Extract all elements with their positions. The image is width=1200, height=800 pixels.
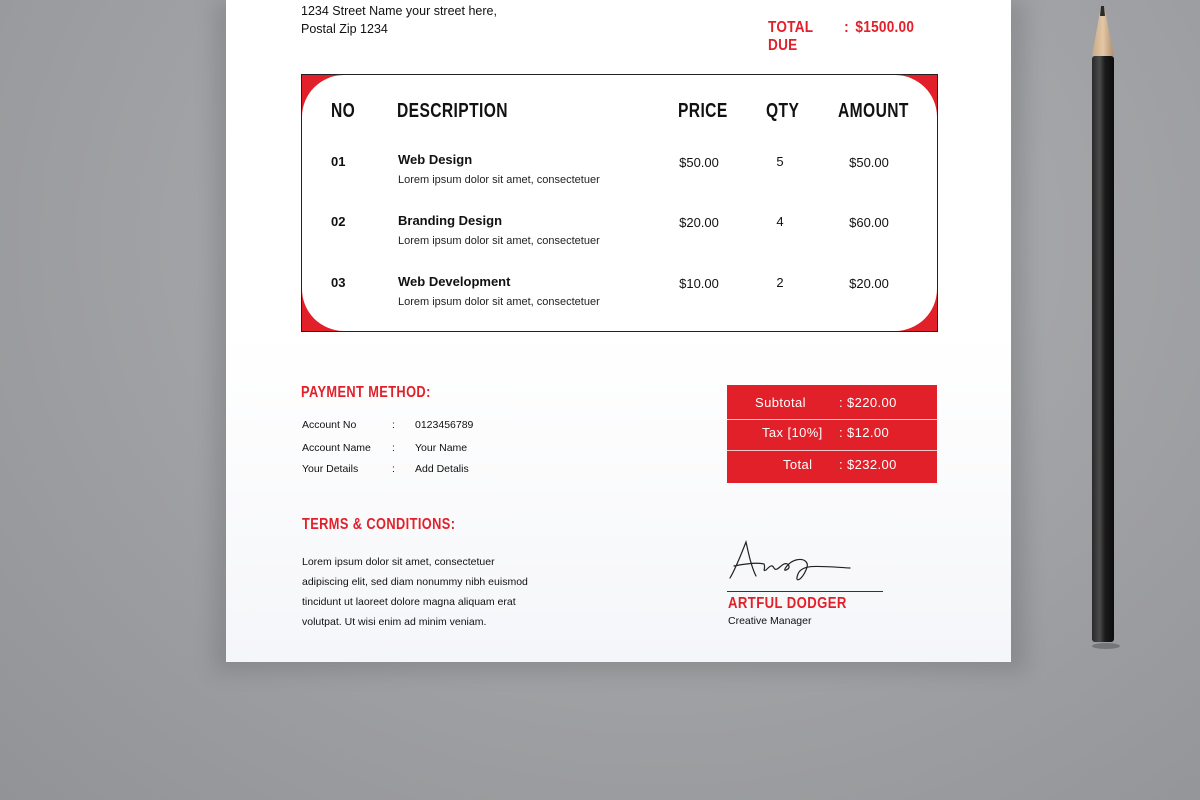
total-value: : $232.00	[839, 457, 897, 472]
payment-value: 0123456789	[415, 419, 474, 431]
header-qty: QTY	[766, 100, 800, 122]
terms-line: tincidunt ut laoreet dolore magna aliquam erat	[302, 596, 516, 608]
summary-tax	[727, 417, 937, 448]
header-no: NO	[331, 100, 356, 122]
total-label: Total	[783, 457, 813, 472]
signature-role: Creative Manager	[728, 615, 812, 627]
header-amount: AMOUNT	[838, 100, 909, 122]
summary-subtotal	[727, 387, 937, 418]
total-due-value: $1500.00	[855, 19, 915, 36]
header-price: PRICE	[678, 100, 728, 122]
terms-line: adipiscing elit, sed diam nonummy nibh euismod	[302, 576, 528, 588]
row-2-amount: $60.00	[849, 215, 889, 230]
row-1-title: Web Design	[398, 152, 473, 167]
payment-row-details	[302, 463, 469, 475]
row-3-qty: 2	[776, 275, 784, 290]
row-2-desc: Lorem ipsum dolor sit amet, consectetuer	[398, 235, 600, 247]
payment-sep: :	[392, 463, 395, 475]
summary-total	[727, 449, 937, 480]
row-2-title: Branding Design	[398, 213, 503, 228]
row-1-desc: Lorem ipsum dolor sit amet, consectetuer	[398, 174, 600, 186]
tax-value: : $12.00	[839, 425, 890, 440]
total-due-label: TOTAL DUE	[768, 19, 814, 54]
header-description: DESCRIPTION	[397, 100, 508, 122]
address-line-2: Postal Zip 1234	[301, 22, 388, 36]
row-3-amount: $20.00	[849, 276, 889, 291]
row-1-qty: 5	[776, 154, 784, 169]
terms-line: volutpat. Ut wisi enim ad minim veniam.	[302, 616, 487, 628]
summary-box	[727, 385, 937, 483]
payment-value: Your Name	[415, 442, 468, 454]
row-3-desc: Lorem ipsum dolor sit amet, consectetuer	[398, 296, 600, 308]
row-1-no: 01	[331, 154, 346, 169]
payment-key: Your Details	[302, 463, 359, 475]
subtotal-value: : $220.00	[839, 395, 897, 410]
row-2-qty: 4	[776, 214, 784, 229]
total-due-separator: :	[844, 19, 849, 36]
row-2-price: $20.00	[679, 215, 719, 230]
terms-line: Lorem ipsum dolor sit amet, consectetuer	[302, 556, 495, 568]
terms-text	[302, 552, 552, 632]
payment-sep: :	[392, 419, 395, 431]
subtotal-label: Subtotal	[755, 395, 806, 410]
row-1-price: $50.00	[679, 155, 719, 170]
payment-row-account-name	[302, 442, 467, 454]
signature-line	[727, 591, 883, 592]
row-2-no: 02	[331, 214, 346, 229]
address-line-1: 1234 Street Name your street here,	[301, 4, 497, 18]
payment-key: Account No	[302, 419, 357, 431]
row-3-price: $10.00	[679, 276, 719, 291]
tax-label: Tax [10%]	[762, 425, 823, 440]
row-3-no: 03	[331, 275, 346, 290]
payment-method-title: PAYMENT METHOD:	[301, 384, 431, 401]
signature-scribble	[726, 538, 856, 590]
payment-row-account-no	[302, 419, 473, 431]
payment-sep: :	[392, 442, 395, 454]
terms-title: TERMS & CONDITIONS:	[302, 516, 456, 533]
payment-value: Add Detalis	[415, 463, 469, 475]
row-1-amount: $50.00	[849, 155, 889, 170]
payment-key: Account Name	[302, 442, 371, 454]
total-due	[768, 19, 914, 55]
signature-name: ARTFUL DODGER	[728, 595, 847, 612]
row-3-title: Web Development	[398, 274, 511, 289]
pencil-icon	[1084, 0, 1124, 650]
